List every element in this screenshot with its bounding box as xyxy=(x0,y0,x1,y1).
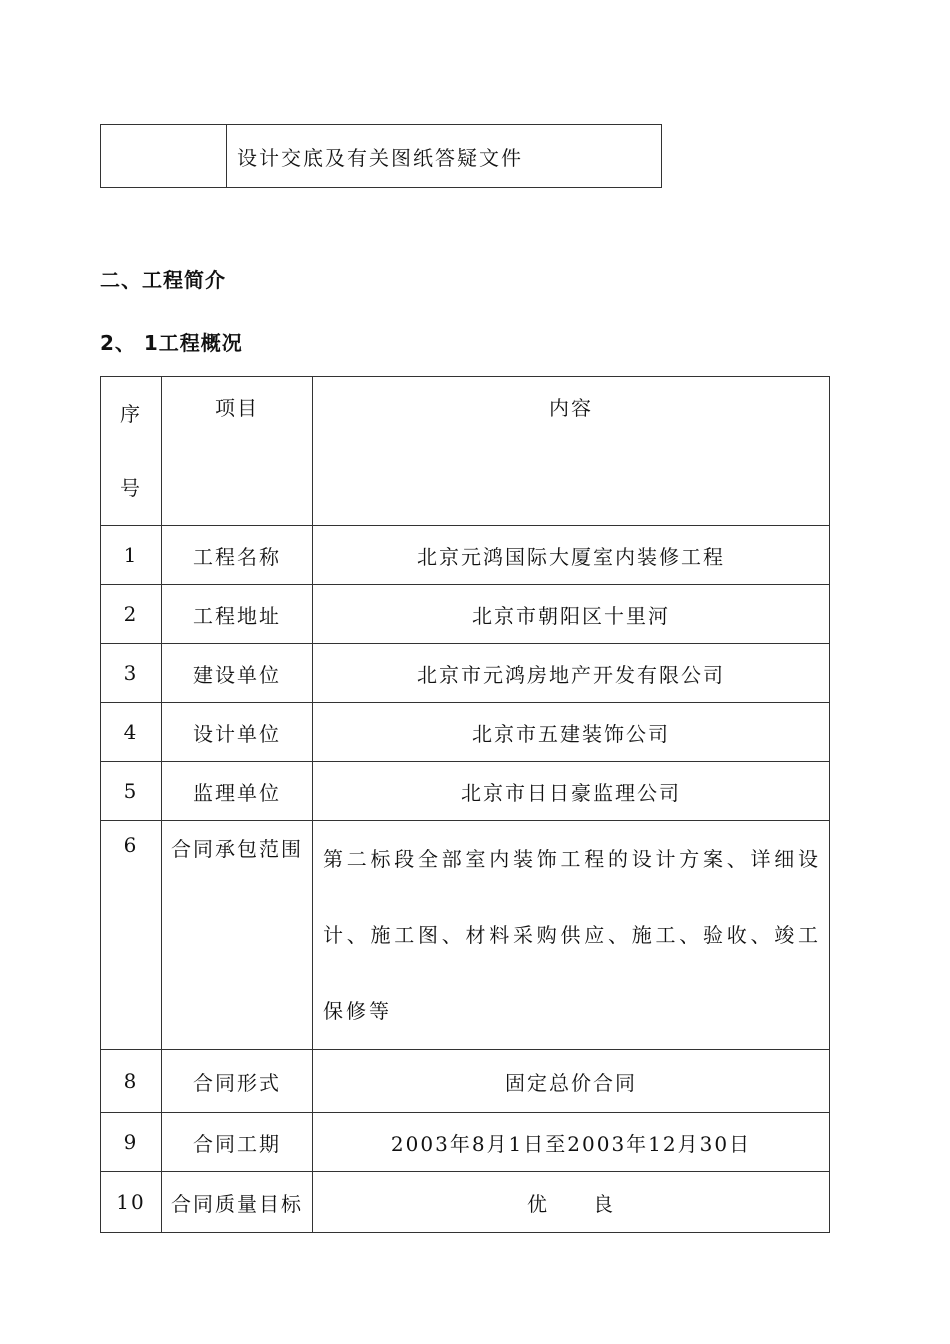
section-heading: 二、工程简介 xyxy=(100,268,226,292)
row-no: 9 xyxy=(101,1113,162,1172)
row-item: 合同工期 xyxy=(162,1113,313,1172)
table-row xyxy=(101,762,830,821)
table-row xyxy=(101,644,830,703)
row-content: 北京市日日豪监理公司 xyxy=(313,762,830,821)
row-no: 10 xyxy=(101,1172,162,1233)
row-item: 合同承包范围 xyxy=(162,821,313,1050)
reference-docs-table xyxy=(100,124,662,188)
table-row xyxy=(101,1050,830,1113)
table-cell-doc: 设计交底及有关图纸答疑文件 xyxy=(227,125,662,188)
row-no: 2 xyxy=(101,585,162,644)
row-content: 固定总价合同 xyxy=(313,1050,830,1113)
row-item: 设计单位 xyxy=(162,703,313,762)
subsection-heading: 2、 1工程概况 xyxy=(100,331,243,355)
row-item: 工程地址 xyxy=(162,585,313,644)
row-item: 合同质量目标 xyxy=(162,1172,313,1233)
row-content: 优 良 xyxy=(313,1172,830,1233)
row-item: 工程名称 xyxy=(162,526,313,585)
row-no: 6 xyxy=(101,821,162,1050)
table-header-row xyxy=(101,377,830,526)
row-item: 合同形式 xyxy=(162,1050,313,1113)
header-item: 项目 xyxy=(162,377,313,526)
row-content: 北京市朝阳区十里河 xyxy=(313,585,830,644)
row-content: 北京市五建装饰公司 xyxy=(313,703,830,762)
row-no: 4 xyxy=(101,703,162,762)
project-overview-table xyxy=(100,376,830,1233)
row-content: 第二标段全部室内装饰工程的设计方案、详细设计、施工图、材料采购供应、施工、验收、竣工保修等 xyxy=(313,821,830,1050)
table-row xyxy=(101,1113,830,1172)
row-no: 5 xyxy=(101,762,162,821)
table-row xyxy=(101,125,662,188)
row-no: 3 xyxy=(101,644,162,703)
table-cell-empty xyxy=(101,125,227,188)
table-row xyxy=(101,821,830,1050)
header-no-line1: 序 xyxy=(120,402,142,426)
table-row xyxy=(101,703,830,762)
table-row xyxy=(101,526,830,585)
table-row xyxy=(101,585,830,644)
row-content: 2003年8月1日至2003年12月30日 xyxy=(313,1113,830,1172)
header-no xyxy=(101,377,162,526)
row-content: 北京元鸿国际大厦室内装修工程 xyxy=(313,526,830,585)
header-no-line2: 号 xyxy=(120,476,142,500)
row-item: 监理单位 xyxy=(162,762,313,821)
table-row xyxy=(101,1172,830,1233)
header-content: 内容 xyxy=(313,377,830,526)
row-content: 北京市元鸿房地产开发有限公司 xyxy=(313,644,830,703)
row-no: 8 xyxy=(101,1050,162,1113)
row-item: 建设单位 xyxy=(162,644,313,703)
row-no: 1 xyxy=(101,526,162,585)
